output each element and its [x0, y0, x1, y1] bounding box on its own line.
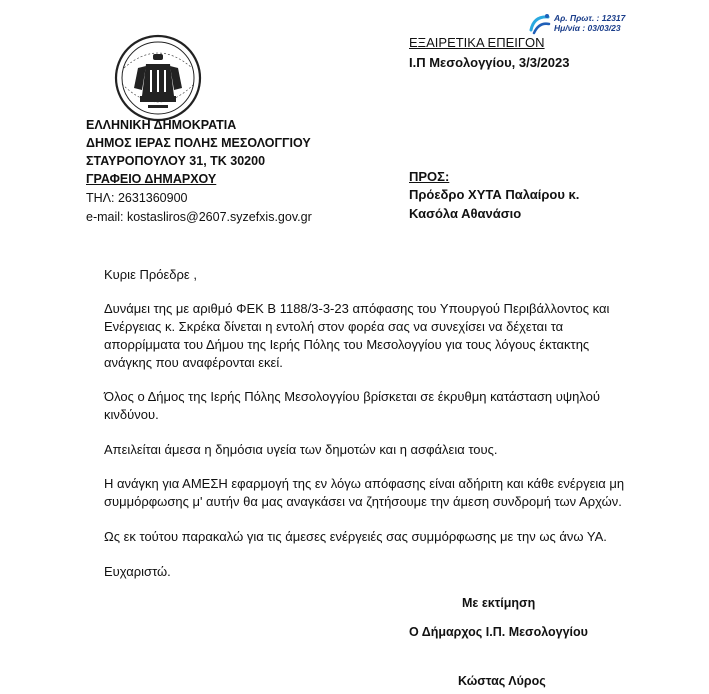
body-paragraph-2-line-1: Όλος ο Δήμος της Ιερής Πόλης Μεσολογγίου βρίσκεται σε έκρυθμη κατάσταση υψηλού [104, 389, 601, 404]
body-paragraph-1-line-4: ανάγκης που αναφέρονται εκεί. [104, 355, 283, 370]
sender-office: ΓΡΑΦΕΙΟ ΔΗΜΑΡΧΟΥ [86, 172, 217, 186]
sender-line-2: ΔΗΜΟΣ ΙΕΡΑΣ ΠΟΛΗΣ ΜΕΣΟΛΟΓΓΙΟΥ [86, 136, 311, 150]
body-paragraph-4-line-2: συμμόρφωσης μ' αυτήν θα μας αναγκάσει να ζητήσουμε την άμεση συνδρομή των Αρχών. [104, 494, 622, 509]
body-paragraph-1-line-2: Ενέργειας κ. Σκρέκα δίνεται η εντολή στον φορέα σας να συνεχίσει να δέχεται τα [104, 319, 564, 334]
recipient-line-1: Πρόεδρο ΧΥΤΑ Παλαίρου κ. [409, 187, 580, 202]
sender-phone: ΤΗΛ: 2631360900 [86, 191, 188, 205]
sender-line-1: ΕΛΛΗΝΙΚΗ ΔΗΜΟΚΡΑΤΙΑ [86, 118, 237, 132]
signature-name: Κώστας Λύρος [458, 674, 546, 688]
sender-email: e-mail: kostasliros@2607.syzefxis.gov.gr [86, 210, 312, 224]
stamp-date: Ημ/νία : 03/03/23 [554, 23, 621, 33]
place-date: Ι.Π Μεσολογγίου, 3/3/2023 [409, 55, 570, 70]
body-paragraph-4-line-1: Η ανάγκη για ΑΜΕΣΗ εφαρμογή της εν λόγω απόφασης είναι αδήριτη και κάθε ενέργεια μη [104, 476, 625, 491]
recipient-label: ΠΡΟΣ: [409, 169, 450, 184]
stamp-swirl-icon [528, 12, 552, 36]
stamp-protocol-number: Αρ. Πρωτ. : 12317 [554, 13, 626, 23]
thanks: Ευχαριστώ. [104, 564, 171, 579]
body-paragraph-3: Απειλείται άμεσα η δημόσια υγεία των δημοτών και η ασφάλεια τους. [104, 442, 498, 457]
recipient-line-2: Κασόλα Αθανάσιο [409, 206, 522, 221]
municipal-seal-logo [112, 34, 204, 122]
body-paragraph-1-line-1: Δυνάμει της με αριθμό ΦΕΚ Β 1188/3-3-23 απόφασης του Υπουργού Περιβάλλοντος και [104, 301, 610, 316]
signature-regards: Με εκτίμηση [462, 596, 536, 610]
body-paragraph-5: Ως εκ τούτου παρακαλώ για τις άμεσες ενέργειές σας συμμόρφωσης με την ως άνω ΥΑ. [104, 529, 607, 544]
sender-line-3: ΣΤΑΥΡΟΠΟΥΛΟΥ 31, ΤΚ 30200 [86, 154, 266, 168]
salutation: Κυριε Πρόεδρε , [104, 267, 197, 282]
body-paragraph-1-line-3: απορρίμματα του Δήμου της Ιερής Πόλης του Μεσολογγίου για τους λόγους έκτακτης [104, 337, 590, 352]
urgency-label: ΕΞΑΙΡΕΤΙΚΑ ΕΠΕΙΓΟΝ [409, 35, 545, 50]
protocol-stamp [528, 12, 638, 36]
signature-title: Ο Δήμαρχος Ι.Π. Μεσολογγίου [409, 625, 588, 639]
body-paragraph-2-line-2: κινδύνου. [104, 407, 159, 422]
